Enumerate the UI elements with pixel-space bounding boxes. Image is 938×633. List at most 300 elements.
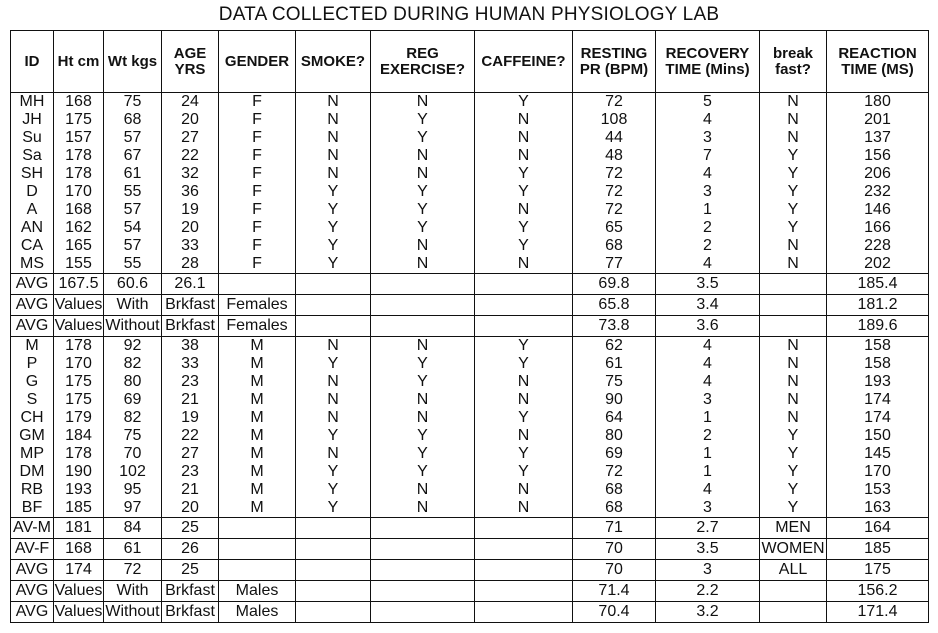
cell-value: 170 [65, 355, 92, 372]
summary-cell: 164 [827, 518, 929, 539]
cell-value: Y [417, 219, 428, 236]
cell-value: N [787, 237, 799, 254]
cell-value: 190 [65, 463, 92, 480]
summary-cell: Values [54, 295, 104, 316]
cell-value: N [327, 373, 339, 390]
cell-value: N [517, 201, 530, 218]
summary-cell: With [104, 581, 162, 602]
cell-value: Y [327, 255, 339, 272]
cell-value: 168 [65, 93, 92, 110]
cell-value: Y [417, 129, 428, 146]
cell-value: 145 [864, 445, 891, 462]
summary-cell: AVG [11, 602, 54, 623]
cell-value: N [416, 93, 429, 110]
cell-value: F [252, 93, 262, 110]
cell-value: 2 [703, 237, 712, 254]
summary-cell: Males [219, 581, 296, 602]
cell-value: N [327, 391, 339, 408]
cell-value: 95 [123, 481, 142, 498]
cell-value: N [517, 499, 530, 516]
data-cell [760, 337, 827, 518]
cell-value: MH [19, 93, 45, 110]
cell-value: 178 [65, 445, 92, 462]
cell-value: Y [327, 355, 339, 372]
cell-value: M [25, 337, 39, 354]
cell-value: 175 [65, 373, 92, 390]
summary-cell: 171.4 [827, 602, 929, 623]
summary-cell: 2.7 [656, 518, 760, 539]
cell-value: S [26, 391, 38, 408]
cell-value: N [416, 337, 429, 354]
cell-value: 1 [703, 409, 712, 426]
cell-value: Y [417, 373, 428, 390]
cell-value: N [787, 255, 799, 272]
male-summary-row [11, 560, 929, 581]
cell-value: N [327, 93, 339, 110]
column-header: ID [11, 31, 54, 93]
column-header: REACTION TIME (MS) [827, 31, 929, 93]
cell-value: 4 [703, 165, 712, 182]
cell-value: M [250, 337, 264, 354]
cell-value: 2 [703, 219, 712, 236]
cell-value: BF [21, 499, 43, 516]
summary-cell [760, 581, 827, 602]
summary-cell [475, 560, 573, 581]
cell-value: 38 [181, 337, 199, 354]
cell-value: 62 [605, 337, 623, 354]
cell-value: Y [327, 499, 339, 516]
cell-value: Y [327, 237, 339, 254]
cell-value: CA [20, 237, 44, 254]
data-cell [573, 93, 656, 274]
cell-value: 232 [864, 183, 891, 200]
cell-value: 22 [181, 427, 199, 444]
cell-value: 19 [181, 201, 199, 218]
summary-cell: 2.2 [656, 581, 760, 602]
summary-cell: Values [54, 581, 104, 602]
summary-cell [475, 295, 573, 316]
data-cell [296, 93, 371, 274]
summary-cell: 71.4 [573, 581, 656, 602]
summary-cell: AVG [11, 295, 54, 316]
summary-cell [219, 560, 296, 581]
summary-cell [296, 539, 371, 560]
cell-value: Y [787, 165, 799, 182]
cell-value: N [416, 165, 429, 182]
cell-value: Y [518, 355, 529, 372]
column-header: CAFFEINE? [475, 31, 573, 93]
cell-value: M [250, 499, 264, 516]
cell-value: 174 [864, 409, 891, 426]
cell-value: N [517, 391, 530, 408]
data-cell [54, 337, 104, 518]
cell-value: 65 [605, 219, 623, 236]
cell-value: 44 [605, 129, 623, 146]
cell-value: Y [787, 463, 799, 480]
cell-value: N [416, 237, 429, 254]
cell-value: Y [518, 237, 529, 254]
female-summary-row [11, 316, 929, 337]
cell-value: 33 [181, 237, 199, 254]
cell-value: 4 [703, 111, 712, 128]
summary-cell [219, 274, 296, 295]
cell-value: 21 [181, 481, 199, 498]
summary-cell: Values [54, 602, 104, 623]
summary-cell: ALL [760, 560, 827, 581]
cell-value: 1 [703, 463, 712, 480]
cell-value: N [327, 111, 339, 128]
cell-value: 1 [703, 201, 712, 218]
summary-cell: 26 [162, 539, 219, 560]
cell-value: 3 [703, 129, 712, 146]
cell-value: N [787, 129, 799, 146]
cell-value: N [327, 445, 339, 462]
cell-value: D [26, 183, 38, 200]
summary-cell: 3 [656, 560, 760, 581]
cell-value: 168 [65, 201, 92, 218]
summary-cell: Brkfast [162, 602, 219, 623]
cell-value: Y [518, 463, 529, 480]
cell-value: 153 [864, 481, 891, 498]
cell-value: Y [327, 219, 339, 236]
cell-value: 162 [65, 219, 92, 236]
cell-value: 72 [605, 463, 623, 480]
cell-value: M [250, 391, 264, 408]
summary-cell: 156.2 [827, 581, 929, 602]
cell-value: 68 [123, 111, 142, 128]
cell-value: 72 [605, 165, 623, 182]
data-cell [219, 337, 296, 518]
cell-value: Y [518, 337, 529, 354]
summary-cell [219, 539, 296, 560]
male-summary-row [11, 518, 929, 539]
summary-cell [371, 602, 475, 623]
cell-value: 170 [864, 463, 891, 480]
male-data-block [11, 337, 929, 518]
summary-cell: Without [104, 602, 162, 623]
summary-cell: AV-F [11, 539, 54, 560]
cell-value: G [25, 373, 39, 390]
cell-value: N [787, 409, 799, 426]
data-cell [573, 337, 656, 518]
cell-value: 206 [864, 165, 891, 182]
summary-cell: 181 [54, 518, 104, 539]
cell-value: 184 [65, 427, 92, 444]
data-cell [11, 93, 54, 274]
summary-cell [475, 539, 573, 560]
data-cell [162, 337, 219, 518]
cell-value: N [327, 337, 339, 354]
summary-cell: 181.2 [827, 295, 929, 316]
cell-value: F [252, 129, 262, 146]
summary-cell: 25 [162, 560, 219, 581]
cell-value: 97 [123, 499, 142, 516]
summary-cell: 3.5 [656, 274, 760, 295]
cell-value: 33 [181, 355, 199, 372]
cell-value: N [787, 337, 799, 354]
cell-value: RB [20, 481, 44, 498]
cell-value: 137 [864, 129, 891, 146]
cell-value: 179 [65, 409, 92, 426]
cell-value: N [517, 427, 530, 444]
cell-value: 19 [181, 409, 199, 426]
cell-value: M [250, 355, 264, 372]
summary-cell [371, 274, 475, 295]
summary-cell: AVG [11, 560, 54, 581]
summary-cell: AVG [11, 581, 54, 602]
cell-value: 3 [703, 391, 712, 408]
cell-value: N [327, 409, 339, 426]
summary-cell: Females [219, 295, 296, 316]
cell-value: 163 [864, 499, 891, 516]
cell-value: Sa [22, 147, 42, 164]
cell-value: 178 [65, 337, 92, 354]
cell-value: F [252, 183, 262, 200]
cell-value: Y [787, 427, 799, 444]
cell-value: F [252, 201, 262, 218]
cell-value: Y [787, 481, 799, 498]
column-header: Ht cm [54, 31, 104, 93]
cell-value: Y [518, 409, 529, 426]
cell-value: Y [327, 183, 339, 200]
cell-value: 32 [181, 165, 199, 182]
header-row [11, 31, 929, 93]
cell-value: N [787, 111, 799, 128]
data-cell [827, 337, 929, 518]
cell-value: M [250, 445, 264, 462]
data-cell [371, 337, 475, 518]
cell-value: 82 [123, 409, 142, 426]
summary-cell [371, 539, 475, 560]
cell-value: 55 [123, 183, 142, 200]
cell-value: 36 [181, 183, 199, 200]
cell-value: GM [19, 427, 45, 444]
cell-value: 193 [864, 373, 891, 390]
cell-value: 20 [181, 499, 199, 516]
cell-value: M [250, 463, 264, 480]
cell-value: 102 [119, 463, 146, 480]
cell-value: 4 [703, 373, 712, 390]
cell-value: F [252, 219, 262, 236]
column-header: SMOKE? [296, 31, 371, 93]
cell-value: Y [518, 165, 529, 182]
summary-cell [296, 316, 371, 337]
summary-cell: 69.8 [573, 274, 656, 295]
cell-value: 67 [123, 147, 142, 164]
cell-value: 180 [864, 93, 891, 110]
summary-cell: 185.4 [827, 274, 929, 295]
cell-value: 165 [65, 237, 92, 254]
summary-cell: 25 [162, 518, 219, 539]
cell-value: N [327, 165, 339, 182]
cell-value: Y [417, 355, 428, 372]
cell-value: 82 [123, 355, 142, 372]
cell-value: 72 [605, 183, 623, 200]
cell-value: N [787, 355, 799, 372]
cell-value: Y [787, 201, 799, 218]
data-cell [11, 337, 54, 518]
cell-value: Y [787, 219, 799, 236]
cell-value: P [26, 355, 38, 372]
cell-value: 5 [703, 93, 712, 110]
cell-value: F [252, 147, 262, 164]
cell-value: 92 [123, 337, 142, 354]
summary-cell: 72 [104, 560, 162, 581]
summary-cell: 3.5 [656, 539, 760, 560]
cell-value: 68 [605, 481, 623, 498]
summary-cell: 168 [54, 539, 104, 560]
cell-value: N [327, 129, 339, 146]
cell-value: N [416, 499, 429, 516]
cell-value: N [416, 391, 429, 408]
summary-cell [371, 518, 475, 539]
cell-value: 57 [123, 201, 142, 218]
column-header: AGE YRS [162, 31, 219, 93]
cell-value: Su [22, 129, 42, 146]
cell-value: 178 [65, 165, 92, 182]
data-cell [219, 93, 296, 274]
female-data-block [11, 93, 929, 274]
column-header: REG EXERCISE? [371, 31, 475, 93]
cell-value: MS [20, 255, 44, 272]
cell-value: DM [19, 463, 45, 480]
cell-value: 28 [181, 255, 199, 272]
data-cell [162, 93, 219, 274]
cell-value: 48 [605, 147, 623, 164]
cell-value: 80 [605, 427, 623, 444]
summary-cell: 167.5 [54, 274, 104, 295]
cell-value: A [26, 201, 38, 218]
data-cell [760, 93, 827, 274]
cell-value: Y [787, 445, 799, 462]
cell-value: Y [518, 93, 529, 110]
cell-value: 72 [605, 93, 623, 110]
summary-cell [371, 316, 475, 337]
data-cell [656, 93, 760, 274]
female-summary-row [11, 274, 929, 295]
cell-value: 20 [181, 111, 199, 128]
summary-cell: Males [219, 602, 296, 623]
data-cell [827, 93, 929, 274]
cell-value: N [787, 373, 799, 390]
cell-value: Y [518, 445, 529, 462]
cell-value: Y [417, 427, 428, 444]
cell-value: N [517, 373, 530, 390]
summary-cell [475, 518, 573, 539]
cell-value: Y [787, 147, 799, 164]
summary-cell [296, 274, 371, 295]
summary-cell: Brkfast [162, 581, 219, 602]
cell-value: Y [417, 111, 428, 128]
cell-value: 54 [123, 219, 142, 236]
cell-value: SH [20, 165, 44, 182]
cell-value: 77 [605, 255, 623, 272]
summary-cell [475, 581, 573, 602]
column-header: RECOVERY TIME (Mins) [656, 31, 760, 93]
data-cell [656, 337, 760, 518]
cell-value: N [787, 93, 799, 110]
cell-value: 157 [65, 129, 92, 146]
summary-cell: 70 [573, 560, 656, 581]
summary-cell [371, 560, 475, 581]
summary-cell: WOMEN [760, 539, 827, 560]
cell-value: 4 [703, 481, 712, 498]
cell-value: 80 [123, 373, 142, 390]
cell-value: 61 [605, 355, 623, 372]
cell-value: M [250, 409, 264, 426]
cell-value: 170 [65, 183, 92, 200]
summary-cell: AVG [11, 316, 54, 337]
summary-cell: 73.8 [573, 316, 656, 337]
cell-value: Y [417, 183, 428, 200]
summary-cell: 61 [104, 539, 162, 560]
cell-value: F [252, 111, 262, 128]
male-summary-row [11, 602, 929, 623]
cell-value: Y [327, 481, 339, 498]
summary-cell [296, 295, 371, 316]
cell-value: F [252, 165, 262, 182]
cell-value: F [252, 237, 262, 254]
cell-value: Y [518, 219, 529, 236]
cell-value: 146 [864, 201, 891, 218]
summary-cell [760, 295, 827, 316]
cell-value: Y [417, 201, 428, 218]
summary-cell [219, 518, 296, 539]
cell-value: 156 [864, 147, 891, 164]
summary-cell [296, 602, 371, 623]
summary-cell: Values [54, 316, 104, 337]
cell-value: N [517, 255, 530, 272]
cell-value: 1 [703, 445, 712, 462]
summary-cell: 70.4 [573, 602, 656, 623]
cell-value: 69 [605, 445, 623, 462]
summary-cell: AVG [11, 274, 54, 295]
data-cell [296, 337, 371, 518]
cell-value: Y [417, 445, 428, 462]
cell-value: M [250, 481, 264, 498]
summary-cell: 185 [827, 539, 929, 560]
cell-value: 175 [65, 111, 92, 128]
cell-value: 23 [181, 463, 199, 480]
summary-cell [760, 316, 827, 337]
data-cell [54, 93, 104, 274]
summary-cell: 189.6 [827, 316, 929, 337]
summary-cell [296, 518, 371, 539]
summary-cell: 84 [104, 518, 162, 539]
data-cell [104, 93, 162, 274]
cell-value: 75 [123, 93, 142, 110]
cell-value: N [517, 111, 530, 128]
cell-value: MP [20, 445, 44, 462]
cell-value: N [416, 255, 429, 272]
cell-value: AN [20, 219, 44, 236]
cell-value: 55 [123, 255, 142, 272]
data-cell [104, 337, 162, 518]
cell-value: 185 [65, 499, 92, 516]
cell-value: N [416, 481, 429, 498]
cell-value: JH [22, 111, 42, 128]
summary-cell: AV-M [11, 518, 54, 539]
cell-value: 69 [123, 391, 142, 408]
summary-cell: Brkfast [162, 316, 219, 337]
cell-value: 7 [703, 147, 712, 164]
data-cell [475, 337, 573, 518]
summary-cell [760, 274, 827, 295]
summary-cell: 3.2 [656, 602, 760, 623]
summary-cell: 3.4 [656, 295, 760, 316]
cell-value: 193 [65, 481, 92, 498]
summary-cell: 65.8 [573, 295, 656, 316]
